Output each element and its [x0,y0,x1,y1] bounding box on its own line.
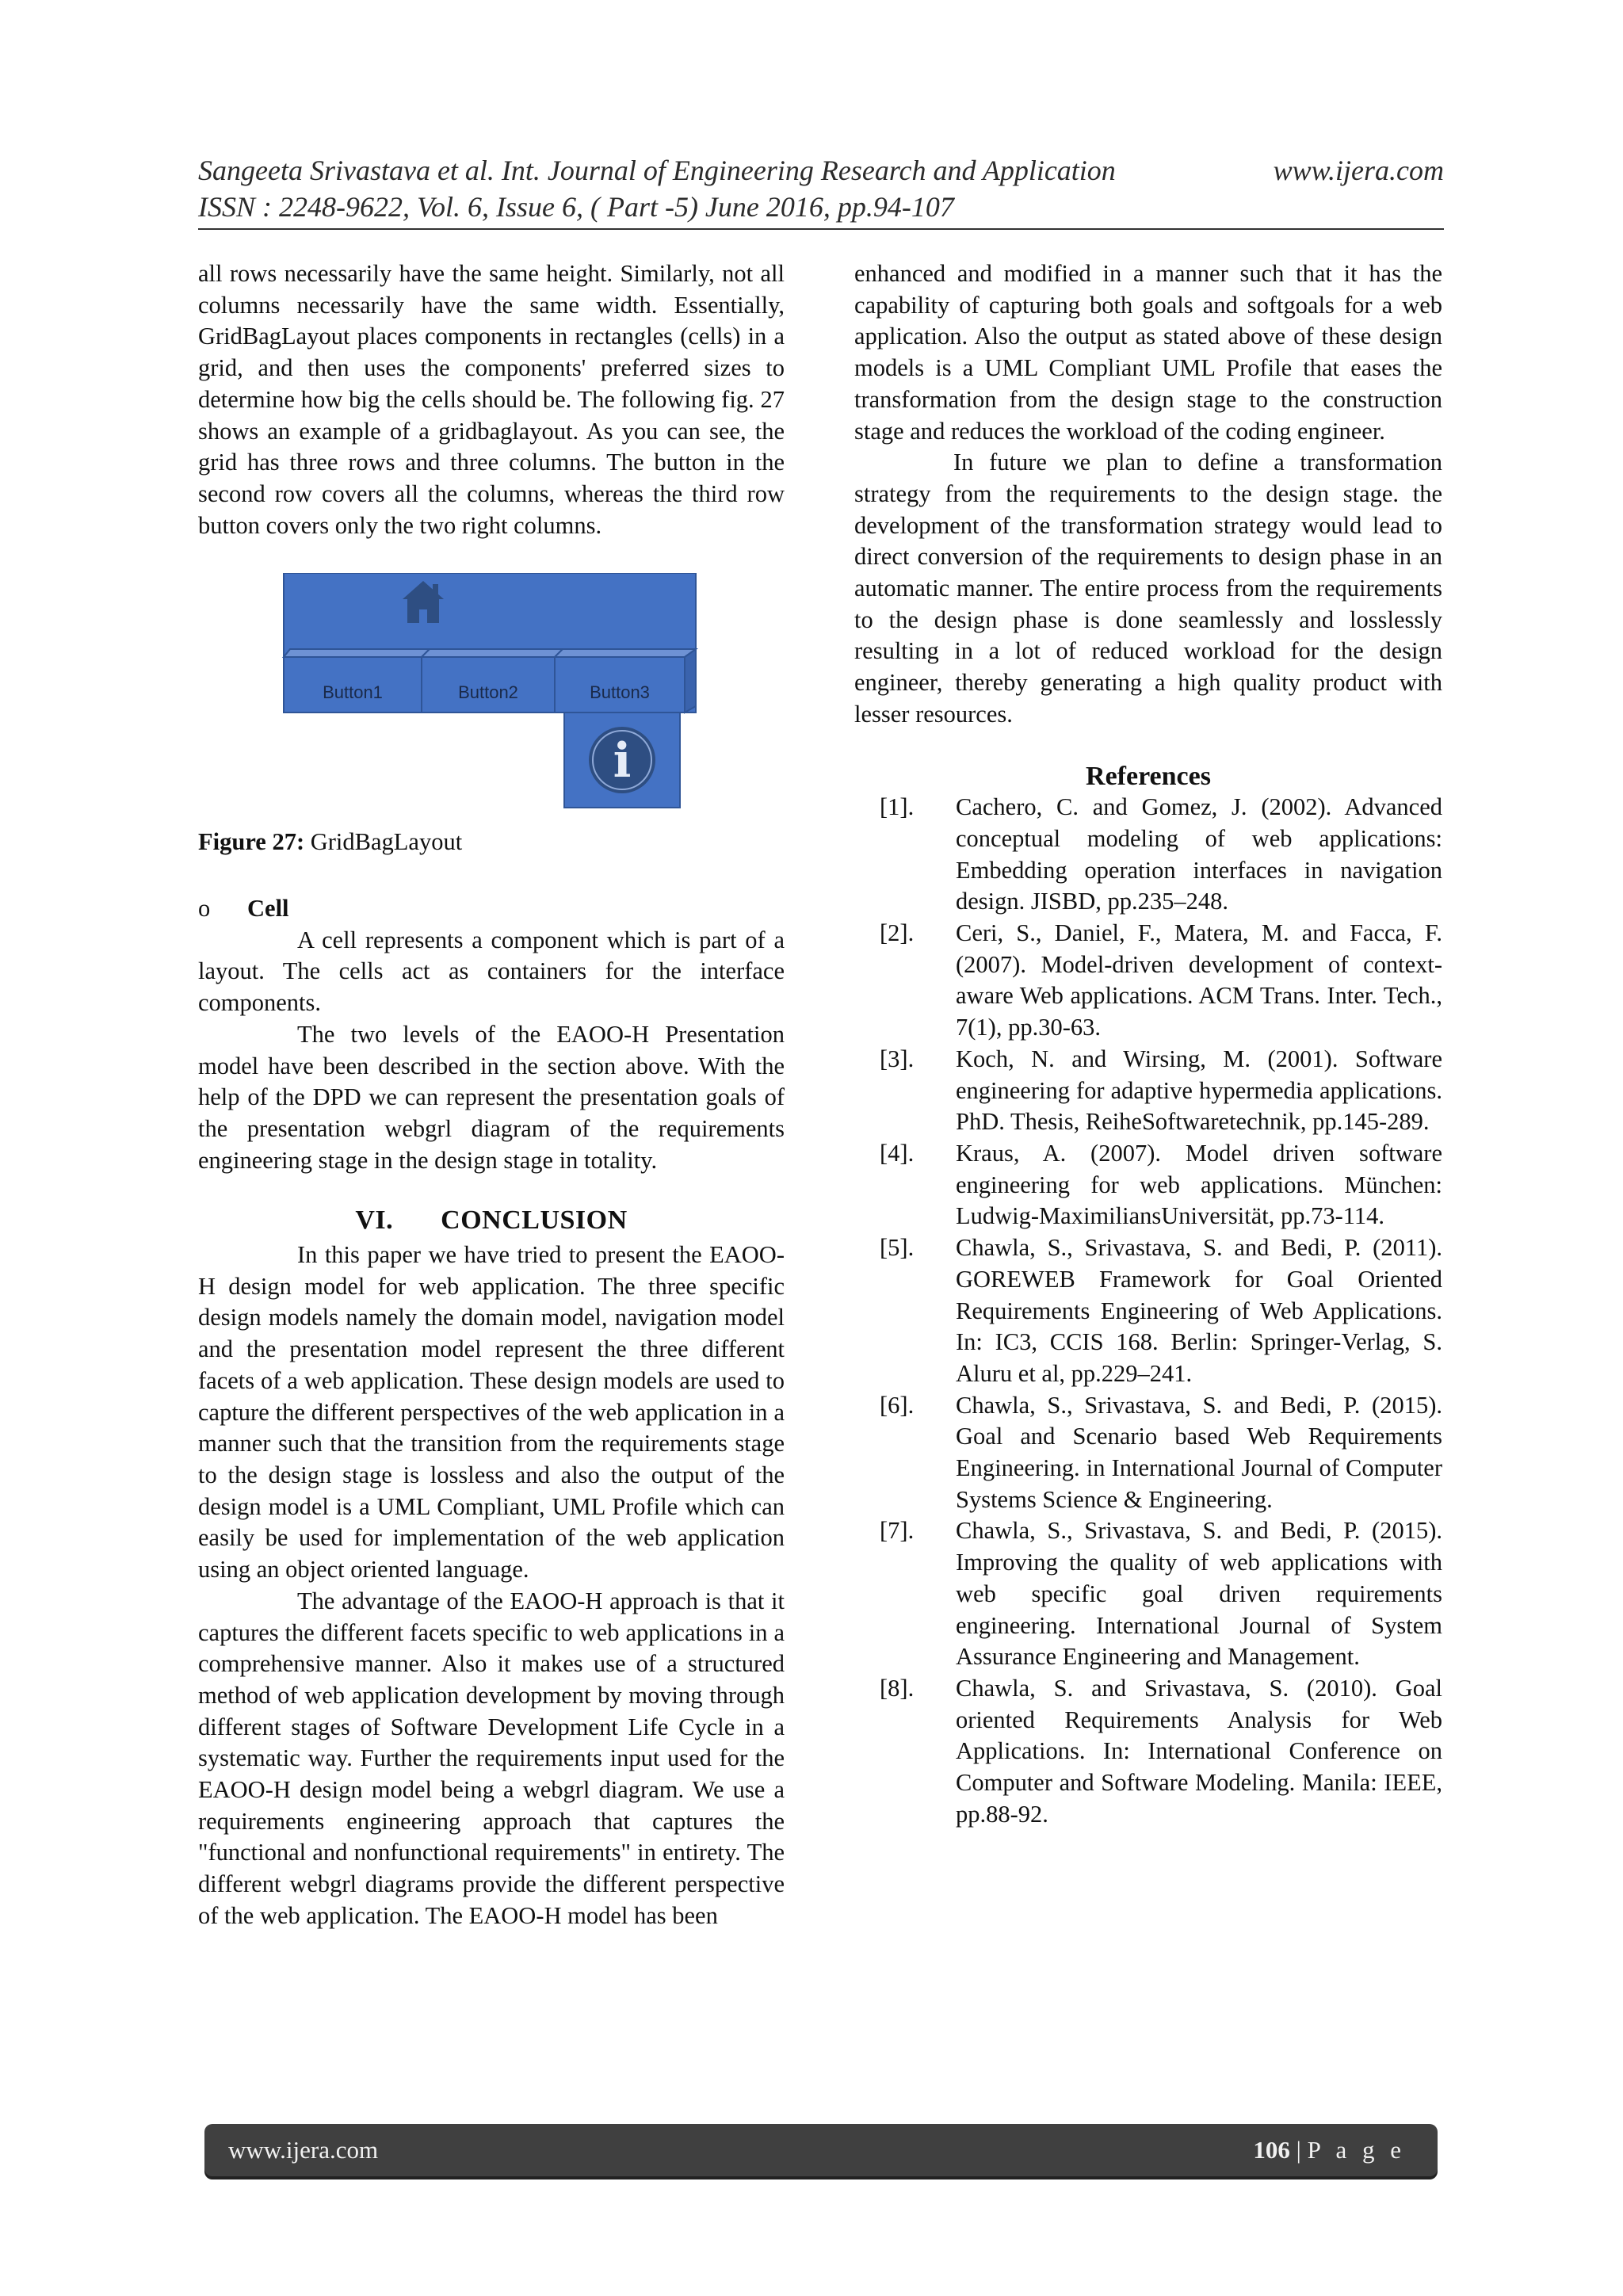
header-site-link[interactable]: www.ijera.com [1273,155,1444,186]
running-header [198,152,1444,225]
reference-text: Chawla, S. and Srivastava, S. (2010). Goal oriented Requirements Analysis for Web Applications. In: International Conference on Computer and Software Modeling. Manila: IEEE, pp.88-92. [956,1674,1442,1828]
reference-item [854,1673,1442,1831]
bullet-cell [198,893,785,925]
reference-number: [8]. [880,1674,915,1702]
cell-paragraph: A cell represents a component which is part of a layout. The cells act as containers for the interface components. [198,926,785,1017]
conclusion-paragraph-1: In this paper we have tried to present the EAOO-H design model for web application. The three specific design models namely the domain model, navigation model and the presentation model represent the three different facets of a web application. These design models are used to capture the different perspectives of the web application in a manner such that the transition from the requirements stage to the design stage is lossless and also the output of the design model is a UML Compliant, UML Profile which can easily be used for implementation of the web application using an object oriented language. [198,1241,785,1584]
header-rule [198,228,1444,230]
bullet-symbol: o [198,895,211,923]
page-label: P a g e [1307,2136,1406,2164]
info-glyph: i [613,733,632,789]
reference-item [854,1390,1442,1516]
gridbag-illustration [198,573,785,827]
reference-text: Koch, N. and Wirsing, M. (2001). Software engineering for adaptive hypermedia applications. PhD. Thesis, ReiheSoftwaretechnik, pp.145-289. [956,1045,1442,1136]
reference-item [854,1044,1442,1138]
reference-number: [3]. [880,1045,915,1072]
future-work-paragraph: In future we plan to define a transformation strategy from the requirements to the design stage. the development of the transformation strategy would lead to direct conversion of the requirements to design phase in an automatic manner. The entire process from the requirements to the design phase is done seamlessly and losslessly resulting in a lot of reduced workload for the design engineer, thereby generating a high quality product with lesser resources. [854,449,1442,728]
figure-caption [198,827,785,858]
section-heading [198,1205,785,1236]
reference-item [854,918,1442,1044]
reference-number: [4]. [880,1139,915,1167]
figure-gridbaglayout [198,573,785,827]
section-number: VI. [355,1205,394,1236]
references-heading: References [1086,761,1211,791]
page-number [1253,2136,1406,2164]
levels-paragraph: The two levels of the EAOO-H Presentation model have been described in the section above. With the help of the DPD we can represent the presentation goals of the presentation webgrl diagram of the requirements engineering stage in the design stage in totality. [198,1020,785,1174]
reference-text: Kraus, A. (2007). Model driven software engineering for web applications. München: Ludwig-MaximiliansUniversität, pp.73-114. [956,1139,1442,1230]
button2-shape [422,649,563,712]
reference-number: [1]. [880,793,915,821]
conclusion-paragraph-2: The advantage of the EAOO-H approach is that it captures the different facets specific to web applications in a comprehensive manner. Also it makes use of a structured method of web application development by moving through different stages of Software Development Life Cycle in a systematic way. Further the requirements input used for the EAOO-H design model being a webgrl diagram. We use a requirements engineering approach that captures the "functional and nonfunctional requirements" in entirety. The different webgrl diagrams provide the different perspective of the web application. The EAOO-H model has been [198,1587,785,1929]
reference-number: [5]. [880,1234,915,1262]
reference-text: Chawla, S., Srivastava, S. and Bedi, P. (2015). Improving the quality of web applications with web specific goal driven requirements engineering. International Journal of System Assurance Engineering and Management. [956,1517,1442,1671]
page-footer [204,2124,1438,2176]
reference-item [854,792,1442,918]
continuation-paragraph: enhanced and modified in a manner such that it has the capability of capturing both goals and softgoals for a web application. Also the output as stated above of these design models is a UML Compliant UML Profile that eases the transformation from the design stage to the construction stage and reduces the workload of the coding engineer. [854,260,1442,445]
reference-number: [2]. [880,919,915,947]
info-icon [589,727,655,793]
reference-text: Chawla, S., Srivastava, S. and Bedi, P. (2015). Goal and Scenario based Web Requirements Engineering. in International Journal of Computer Systems Science & Engineering. [956,1391,1442,1513]
right-column [854,258,1442,1830]
button1-shape [284,649,430,712]
button2-label: Button2 [458,682,518,703]
references-list [854,792,1442,1830]
left-column [198,258,785,1932]
figure-caption-text: GridBagLayout [304,828,463,856]
reference-text: Cachero, C. and Gomez, J. (2002). Advanced conceptual modeling of web applications: Embedding operation interfaces in navigation design. JISBD, pp.235–248. [956,793,1442,915]
page-number-value: 106 [1253,2136,1290,2164]
footer-site-link[interactable]: www.ijera.com [228,2136,379,2164]
reference-number: [6]. [880,1391,915,1419]
reference-item [854,1138,1442,1232]
reference-item [854,1515,1442,1673]
header-issn: ISSN : 2248-9622, Vol. 6, Issue 6, ( Part -5) June 2016, pp.94-107 [198,191,954,223]
section-title: CONCLUSION [441,1205,628,1236]
button3-label: Button3 [590,682,650,703]
page-separator: | [1289,2136,1308,2164]
reference-number: [7]. [880,1517,915,1545]
intro-paragraph: all rows necessarily have the same height. Similarly, not all columns necessarily have the same width. Essentially, GridBagLayout places components in rectangles (cells) in a grid, and then uses the components' preferred sizes to determine how big the cells should be. The following fig. 27 shows an example of a gridbaglayout. As you can see, the grid has three rows and three columns. The button in the second row covers all the columns, whereas the third row button covers only the two right columns. [198,260,785,539]
button1-label: Button1 [323,682,383,703]
button3-shape [555,649,696,712]
reference-text: Ceri, S., Daniel, F., Matera, M. and Facca, F. (2007). Model-driven development of context-aware Web applications. ACM Trans. Inter. Tech., 7(1), pp.30-63. [956,919,1442,1041]
reference-item [854,1232,1442,1390]
header-citation: Sangeeta Srivastava et al. Int. Journal of Engineering Research and Application [198,155,1116,186]
bullet-label: Cell [247,895,289,923]
reference-text: Chawla, S., Srivastava, S. and Bedi, P. (2011). GOREWEB Framework for Goal Oriented Requirements Engineering of Web Applications. In: IC3, CCIS 168. Berlin: Springer-Verlag, S. Aluru et al, pp.229–241. [956,1234,1442,1387]
figure-caption-label: Figure 27: [198,828,305,856]
